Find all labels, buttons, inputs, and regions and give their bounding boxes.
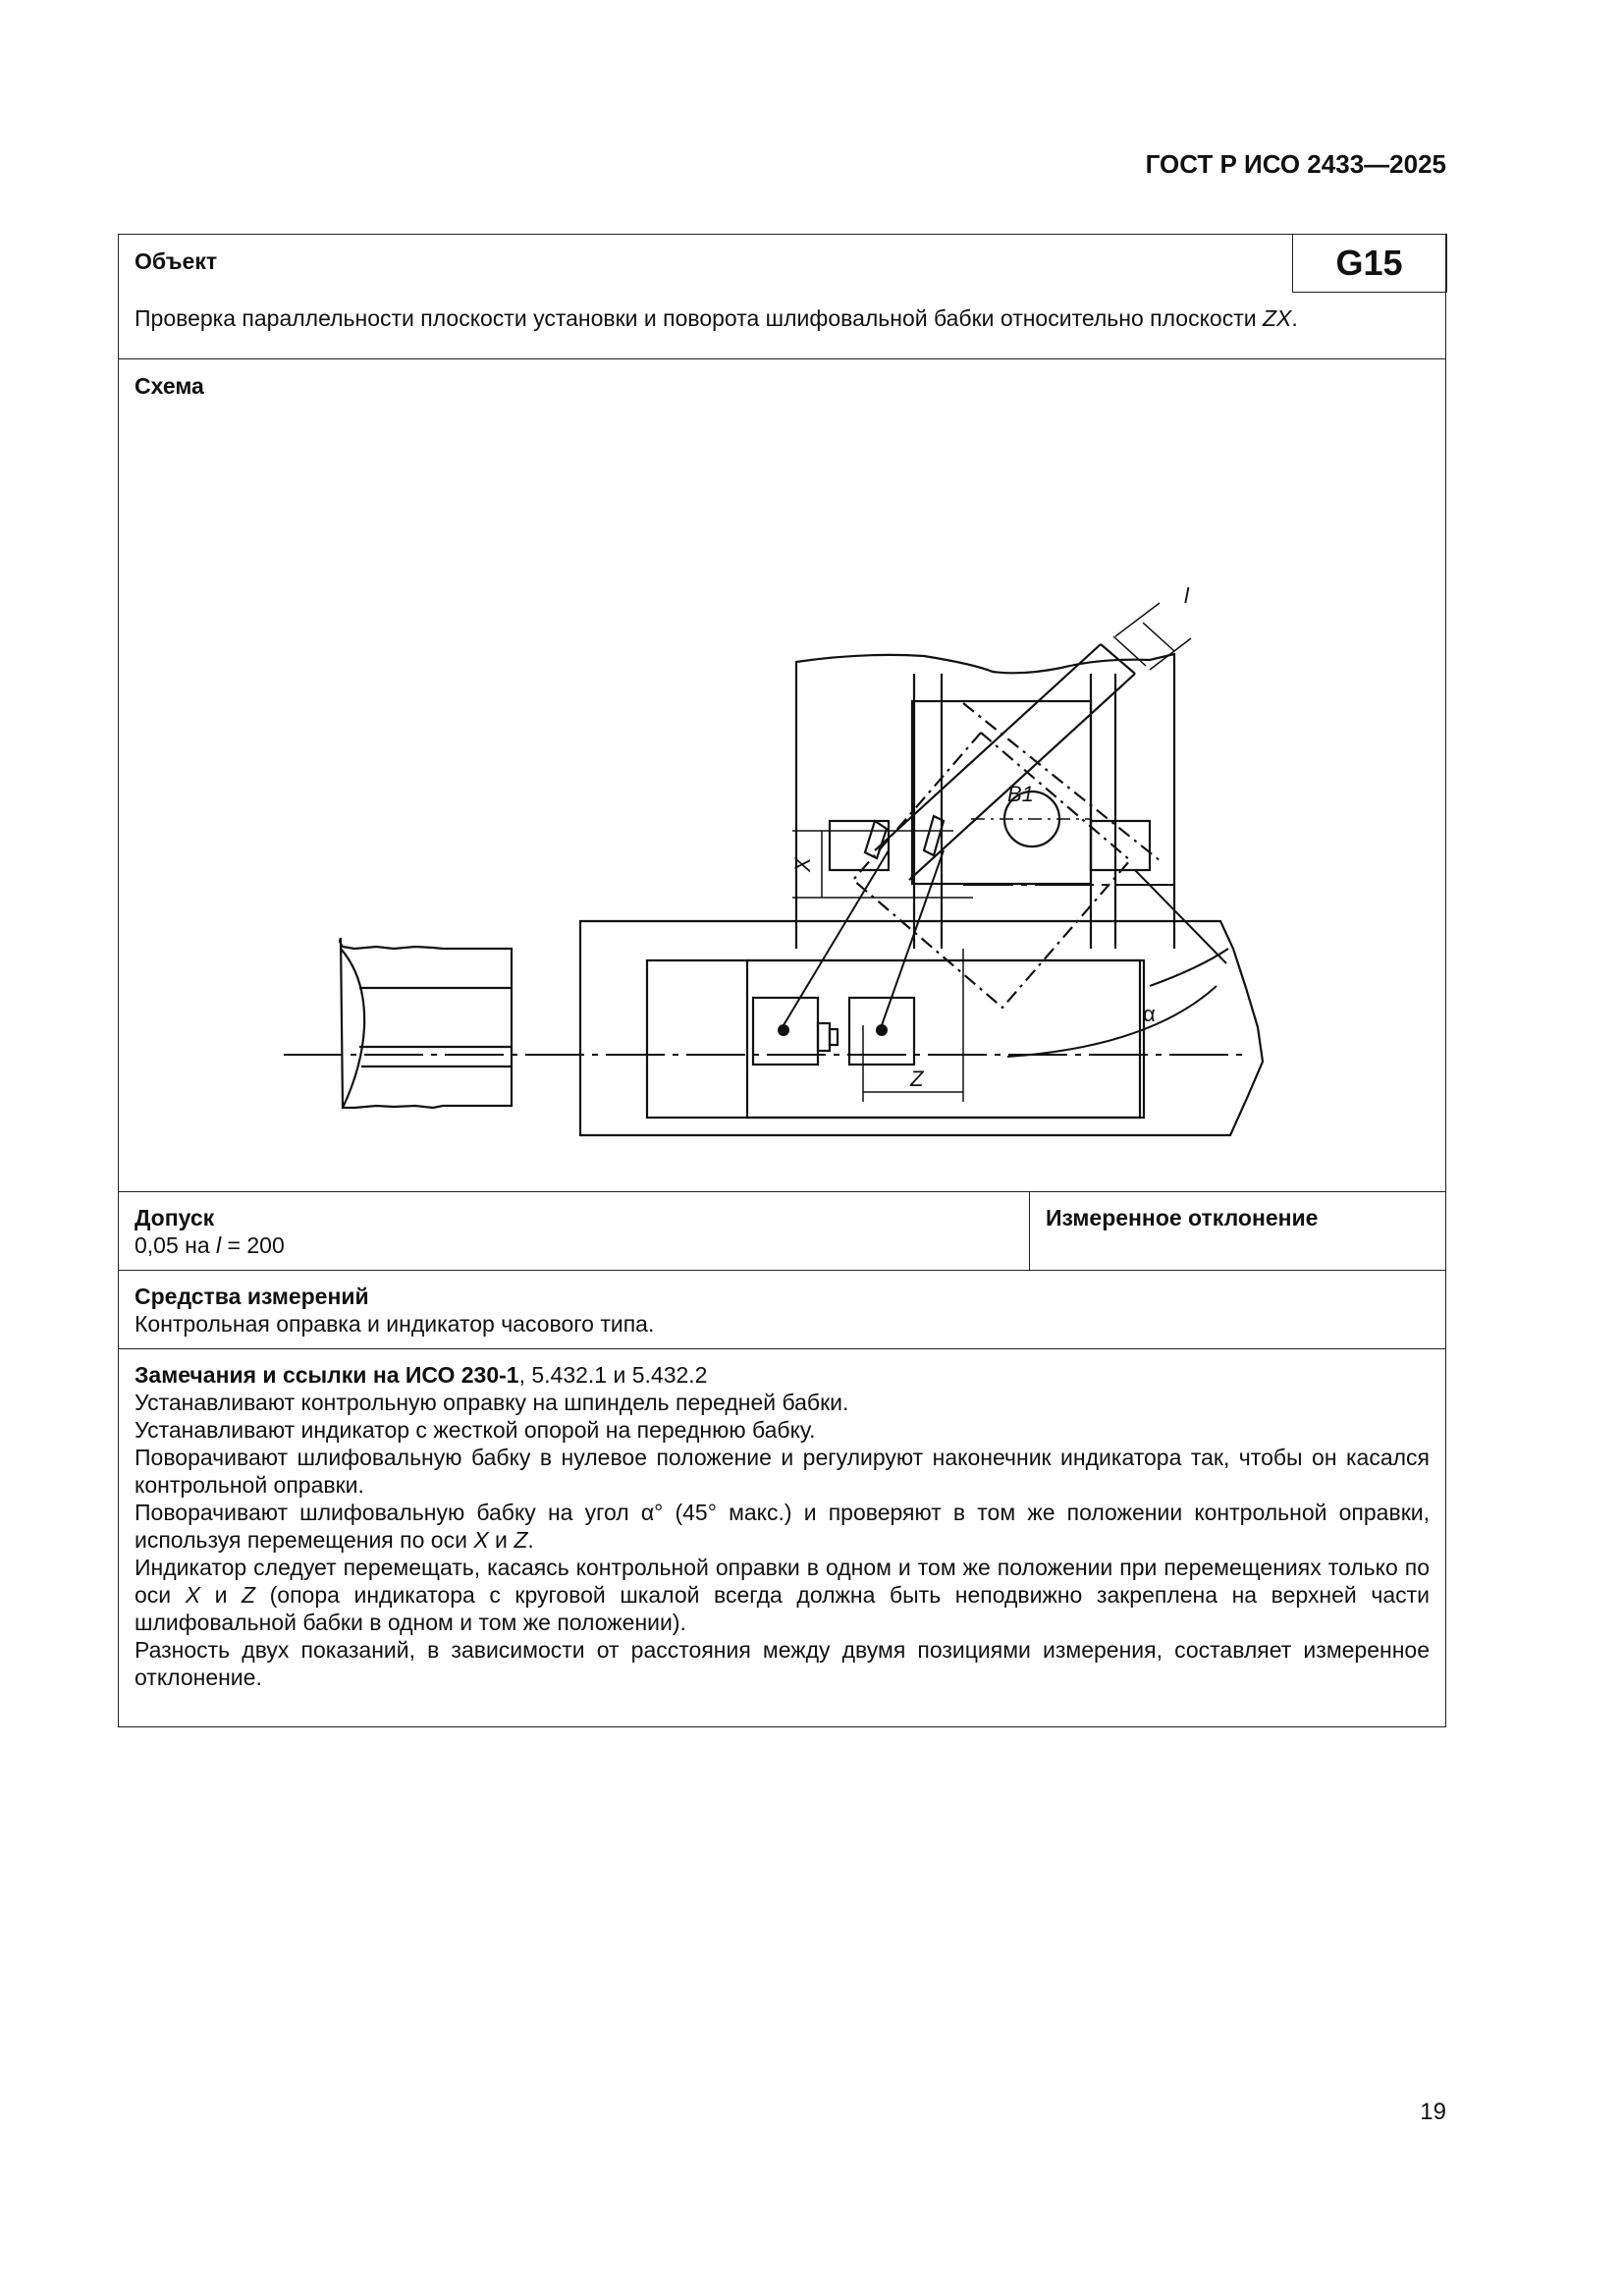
alpha-arc xyxy=(1007,986,1217,1057)
object-section xyxy=(118,234,1446,359)
means-section xyxy=(118,1271,1446,1349)
page-number: 19 xyxy=(1420,2099,1446,2125)
grinding-column xyxy=(796,654,1174,949)
tolerance-label: Допуск xyxy=(135,1205,215,1230)
note-paragraph-6: Разность двух показаний, в зависимости от расстояния между двумя позициями измерения, составляет измеренное отклонение. xyxy=(135,1637,1430,1690)
tolerance-value: 0,05 на l = 200 xyxy=(135,1232,285,1258)
means-label: Средства измерений xyxy=(135,1284,369,1309)
scheme-label: Схема xyxy=(135,373,204,399)
headstock-body xyxy=(580,921,1263,1135)
z-label: Z xyxy=(910,1066,924,1091)
note-paragraph-3: Поворачивают шлифовальную бабку в нулевое положение и регулируют наконечник индикатора так, чтобы он касался контрольной оправки. xyxy=(135,1445,1430,1498)
deviation-cell xyxy=(1030,1192,1445,1270)
tolerance-cell xyxy=(119,1192,1030,1270)
l-label: l xyxy=(1184,583,1189,608)
note-paragraph-4: Поворачивают шлифовальную бабку на угол α° (45° макс.) и проверяют в том же положении контрольной оправки, используя перемещения по оси X и Z. xyxy=(135,1500,1430,1553)
x-label: X xyxy=(790,857,815,872)
tolerance-section xyxy=(118,1192,1446,1271)
deviation-label: Измеренное отклонение xyxy=(1046,1205,1319,1230)
test-code-box xyxy=(1292,234,1447,293)
grinding-head-rotated xyxy=(853,733,1130,1008)
inspection-sheet xyxy=(118,234,1446,1727)
alpha-label: α xyxy=(1143,1002,1156,1026)
notes-section xyxy=(118,1349,1446,1727)
means-text: Контрольная оправка и индикатор часового типа. xyxy=(135,1311,655,1337)
note-paragraph-1: Устанавливают контрольную оправку на шпиндель передней бабки. xyxy=(135,1390,849,1415)
note-paragraph-2: Устанавливают индикатор с жесткой опорой на переднюю бабку. xyxy=(135,1417,816,1443)
scheme-section xyxy=(118,359,1446,1192)
shaft-body xyxy=(340,938,512,1108)
test-code: G15 xyxy=(1335,242,1403,283)
b1-label: B1 xyxy=(1007,782,1034,806)
standard-header: ГОСТ Р ИСО 2433—2025 xyxy=(1145,149,1446,179)
object-label: Объект xyxy=(135,248,218,274)
scheme-drawing xyxy=(119,359,1444,1192)
object-description: Проверка параллельности плоскости установки и поворота шлифовальной бабки относительно плоскости ZX. xyxy=(135,305,1298,331)
notes-title: Замечания и ссылки на ИСО 230-1, 5.432.1 и 5.432.2 xyxy=(135,1362,708,1388)
note-paragraph-5: Индикатор следует перемещать, касаясь контрольной оправки в одном и том же положении при перемещениях только по оси X и Z (опора индикатора с круговой шкалой всегда должна быть неподвижно закреплена на верхней части шлифовальной бабки в одном и том же положении). xyxy=(135,1555,1430,1635)
